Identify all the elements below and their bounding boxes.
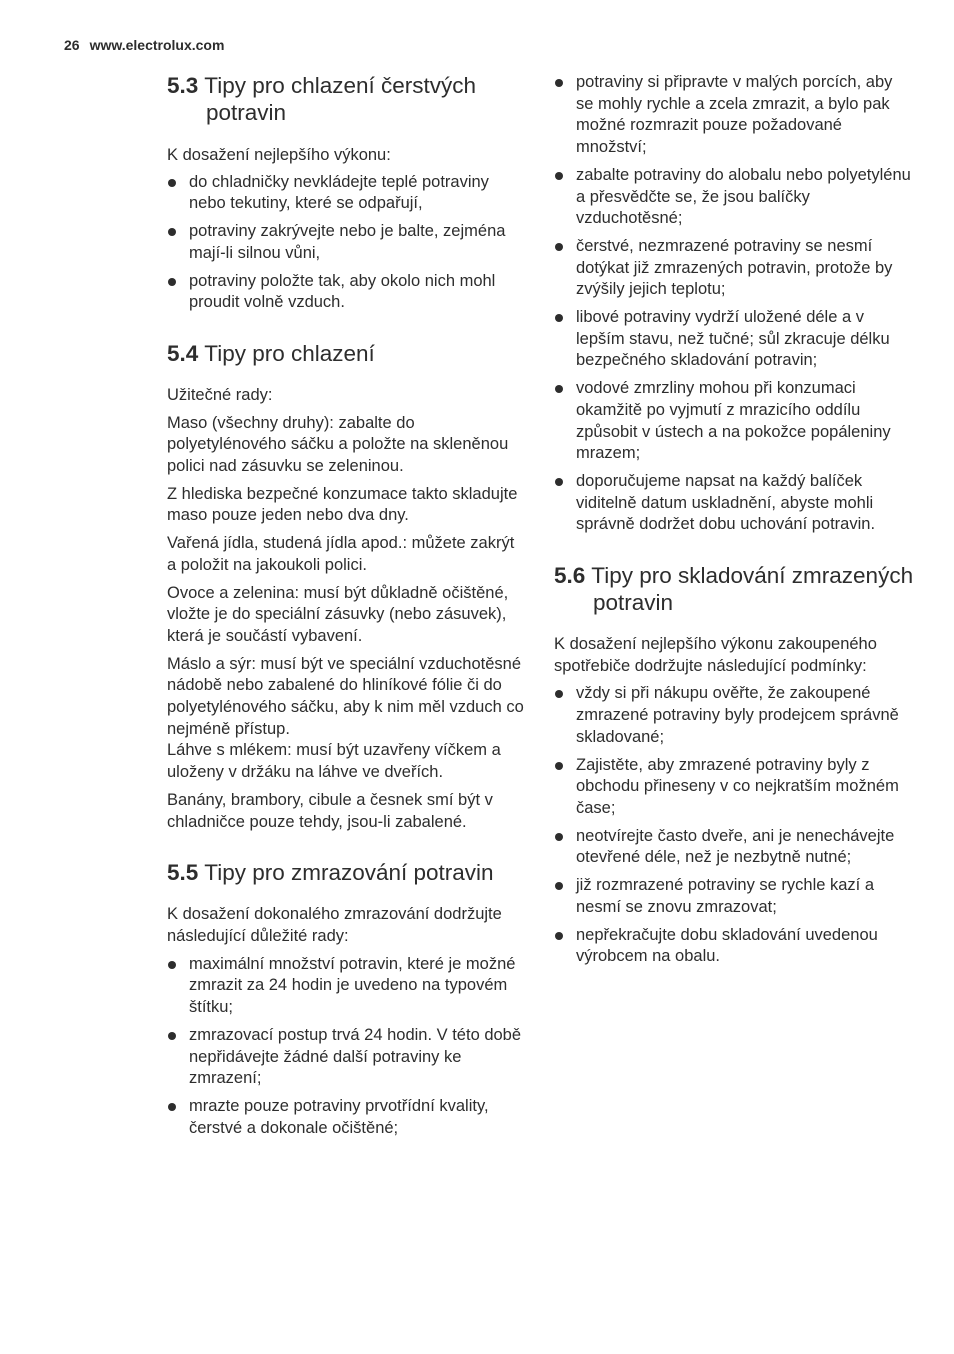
bullet-icon [555,932,563,940]
bullet-icon [168,1032,176,1040]
bullet-icon [555,762,563,770]
section-number: 5.5 [167,860,199,886]
bullet-icon [168,228,176,236]
list-item: zabalte potraviny do alobalu nebo polyetylénu a přesvědčte se, že jsou balíčky vzduchotěsné; [554,165,914,230]
section-5-6-list [554,683,914,967]
section-5-6-heading [554,562,914,616]
paragraph: Ovoce a zelenina: musí být důkladně očištěné, vložte je do speciální zásuvky (nebo zásuvek), která je součástí vybavení. [167,583,509,645]
bullet-icon [168,179,176,187]
list-item: potraviny položte tak, aby okolo nich mohl proudit volně vzduch. [167,271,527,314]
bullet-icon [555,690,563,698]
section-number: 5.3 [167,73,199,98]
section-5-4-heading [167,340,527,367]
site-url: www.electrolux.com [89,37,225,53]
list-item: vodové zmrzliny mohou při konzumaci okamžitě po vyjmutí z mrazicího oddílu způsobit v ústech a na pokožce popáleniny mrazem; [554,378,914,465]
section-5-5-intro: K dosažení dokonalého zmrazování dodržujte následující důležité rady: [167,905,502,945]
section-number: 5.4 [167,340,199,366]
list-item: doporučujeme napsat na každý balíček viditelně datum uskladnění, abyste mohli správně dodržet dobu uchování potravin. [554,471,914,536]
list-item: maximální množství potravin, které je možné zmrazit za 24 hodin je uvedeno na typovém štítku; [167,954,527,1019]
bullet-icon [555,314,563,322]
bullet-icon [555,833,563,841]
bullet-icon [168,1103,176,1111]
bullet-icon [555,243,563,251]
section-number: 5.6 [554,563,586,589]
section-5-4-body [167,385,527,833]
paragraph: Maso (všechny druhy): zabalte do polyetylénového sáčku a položte na skleněnou polici nad zásuvku se zeleninou. [167,413,509,476]
section-title: Tipy pro zmrazování potravin [204,860,494,886]
list-item: do chladničky nevkládejte teplé potraviny nebo tekutiny, které se odpařují, [167,172,527,215]
paragraph: Banány, brambory, cibule a česnek smí být v chladničce pouze tehdy, jsou-li zabalené. [167,790,493,831]
bullet-icon [555,882,563,890]
paragraph: Užitečné rady: [167,385,273,404]
section-title: Tipy pro skladování zmrazených potravin [591,563,914,616]
bullet-icon [555,385,563,393]
list-item: již rozmrazené potraviny se rychle kazí a nesmí se znovu zmrazovat; [554,875,914,918]
section-5-3-list [167,172,527,314]
list-item: libové potraviny vydrží uložené déle a v lepším stavu, než tučné; sůl zkracuje délku bezpečného skladování potravin; [554,307,914,372]
list-item: zmrazovací postup trvá 24 hodin. V této době nepřidávejte žádné další potraviny ke zmrazení; [167,1025,527,1090]
bullet-icon [555,172,563,180]
section-title: Tipy pro chlazení čerstvých potravin [204,73,477,125]
list-item: potraviny si připravte v malých porcích, aby se mohly rychle a zcela zmrazit, a bylo pak možné rozmrazit pouze požadované množství; [554,72,914,159]
section-5-5-heading [167,859,527,886]
list-item: vždy si při nákupu ověřte, že zakoupené zmrazené potraviny byly prodejcem správně skladované; [554,683,914,748]
list-item: nepřekračujte dobu skladování uvedenou výrobcem na obalu. [554,925,914,968]
list-item: mrazte pouze potraviny prvotřídní kvality, čerstvé a dokonale očištěné; [167,1096,527,1139]
section-5-5-list-continued [554,72,914,536]
bullet-icon [168,278,176,286]
section-5-3-heading [167,72,527,126]
page-number: 26 [64,37,80,53]
bullet-icon [555,478,563,486]
paragraph: Máslo a sýr: musí být ve speciální vzduchotěsné nádobě nebo zabalené do hliníkové fólie či do polyetylénového sáčku, aby k nim měl vzduch co nejméně přístup. [167,654,524,738]
section-title: Tipy pro chlazení [204,340,375,366]
paragraph: Vařená jídla, studená jídla apod.: můžete zakrýt a položit na jakoukoli polici. [167,534,515,574]
list-item: Zajistěte, aby zmrazené potraviny byly z obchodu přineseny v co nejkratším možném čase; [554,755,914,820]
section-5-3-intro: K dosažení nejlepšího výkonu: [167,146,391,164]
paragraph: Z hlediska bezpečné konzumace takto skladujte maso pouze jeden nebo dva dny. [167,484,518,525]
section-5-6-intro: K dosažení nejlepšího výkonu zakoupeného spotřebiče dodržujte následující podmínky: [554,635,877,675]
list-item: neotvírejte často dveře, ani je nenechávejte otevřené déle, než je nezbytně nutné; [554,826,914,869]
paragraph: Láhve s mlékem: musí být uzavřeny víčkem a uloženy v držáku na láhve ve dveřích. [167,741,501,782]
left-column [167,72,527,1145]
right-column [554,72,914,974]
list-item: potraviny zakrývejte nebo je balte, zejména mají-li silnou vůni, [167,221,527,264]
section-5-5-list [167,954,527,1140]
bullet-icon [168,961,176,969]
page-header [64,37,224,53]
bullet-icon [555,79,563,87]
list-item: čerstvé, nezmrazené potraviny se nesmí dotýkat již zmrazených potravin, protože by zvýšily jejich teplotu; [554,236,914,301]
